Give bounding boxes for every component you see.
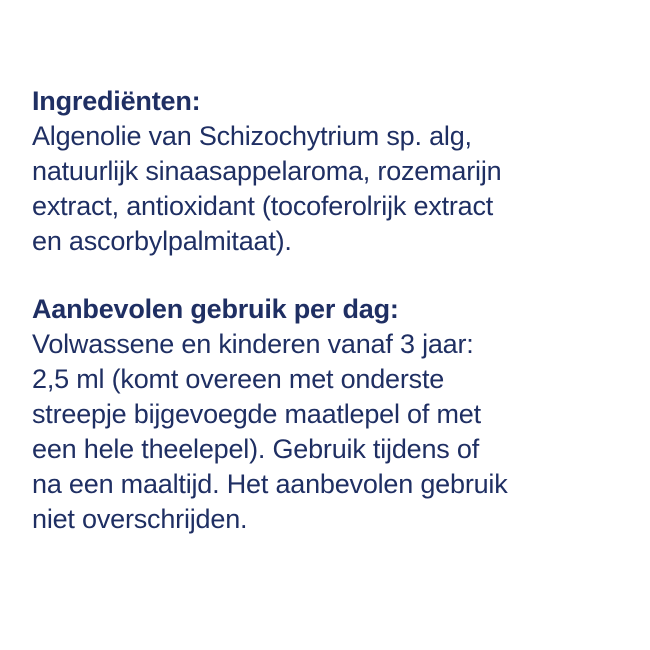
usage-line: na een maaltijd. Het aanbevolen gebruik [32,469,508,499]
usage-line: een hele theelepel). Gebruik tijdens of [32,434,479,464]
usage-section [32,292,632,537]
ingredients-line: Algenolie van Schizochytrium sp. alg, [32,121,472,151]
ingredients-heading: Ingrediënten: [32,86,201,116]
ingredients-line: natuurlijk sinaasappelaroma, rozemarijn [32,156,502,186]
ingredients-line: en ascorbylpalmitaat). [32,226,292,256]
usage-line: niet overschrijden. [32,504,248,534]
ingredients-line: extract, antioxidant (tocoferolrijk extract [32,191,494,221]
ingredients-section [32,84,632,259]
product-label-text [32,84,632,537]
usage-line: streepje bijgevoegde maatlepel of met [32,399,481,429]
usage-heading: Aanbevolen gebruik per dag: [32,294,399,324]
usage-line: 2,5 ml (komt overeen met onderste [32,364,445,394]
usage-line: Volwassene en kinderen vanaf 3 jaar: [32,329,474,359]
